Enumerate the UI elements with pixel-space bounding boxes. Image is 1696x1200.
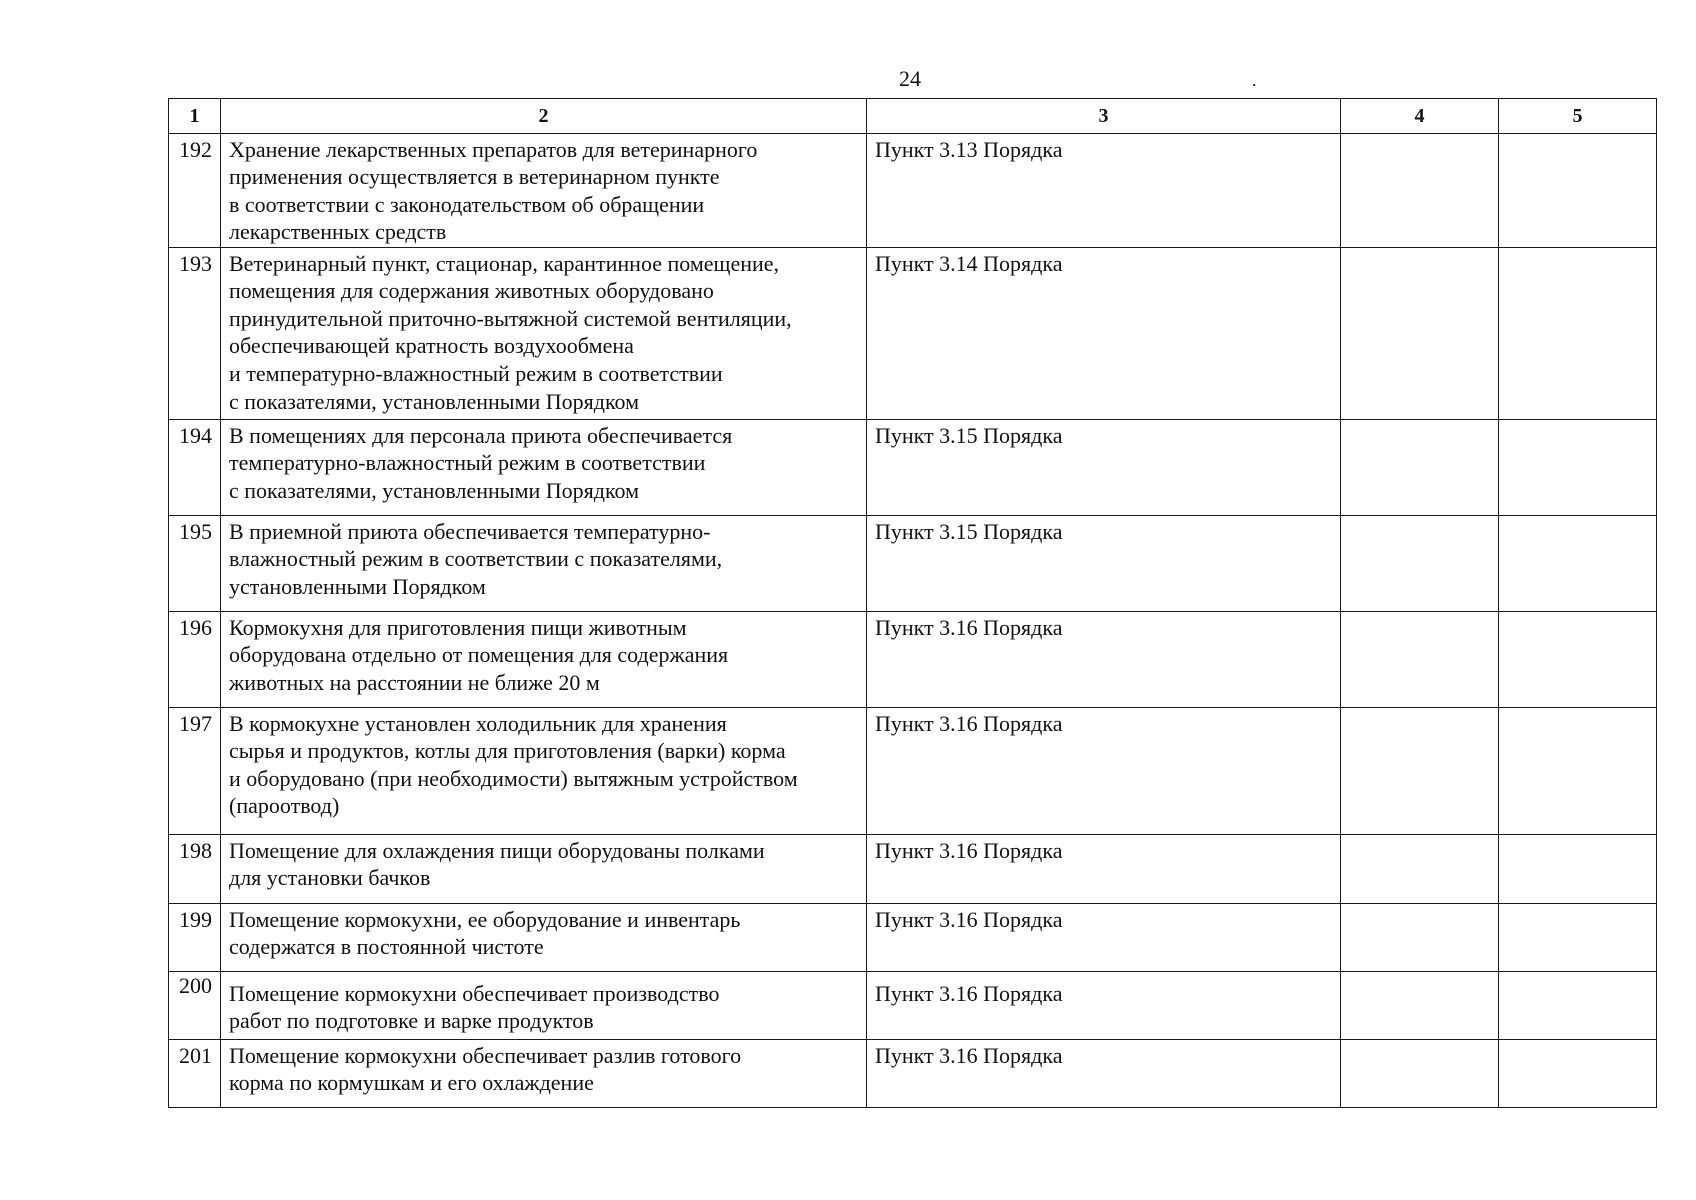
requirement-line: помещения для содержания животных оборудовано xyxy=(229,278,714,304)
row-number: 197 xyxy=(169,707,221,834)
answer-cell-5 xyxy=(1499,247,1657,419)
answer-cell-4 xyxy=(1341,611,1499,707)
requirement-line: Помещение для охлаждения пищи оборудованы полками xyxy=(229,837,765,863)
legal-reference: Пункт 3.16 Порядка xyxy=(867,903,1341,971)
requirement-text xyxy=(221,707,867,834)
requirement-line: с показателями, установленными Порядком xyxy=(229,477,640,503)
answer-cell-5 xyxy=(1499,707,1657,834)
requirement-text xyxy=(221,611,867,707)
column-header-5: 5 xyxy=(1499,99,1657,134)
row-number: 200 xyxy=(169,971,221,1039)
requirement-line: оборудована отдельно от помещения для содержания xyxy=(229,642,729,668)
answer-cell-4 xyxy=(1341,707,1499,834)
table-body xyxy=(169,133,1657,1107)
requirement-line: влажностный режим в соответствии с показателями, xyxy=(229,546,723,572)
answer-cell-5 xyxy=(1499,515,1657,611)
requirement-line: Помещение кормокухни обеспечивает разлив готового xyxy=(229,1042,742,1068)
answer-cell-5 xyxy=(1499,419,1657,515)
row-number: 196 xyxy=(169,611,221,707)
answer-cell-4 xyxy=(1341,515,1499,611)
requirement-line: содержатся в постоянной чистоте xyxy=(229,934,544,960)
requirement-line: В помещениях для персонала приюта обеспечивается xyxy=(229,422,733,448)
column-header-2: 2 xyxy=(221,99,867,134)
requirement-text xyxy=(221,834,867,903)
answer-cell-4 xyxy=(1341,247,1499,419)
row-number: 201 xyxy=(169,1039,221,1107)
table-row xyxy=(169,903,1657,971)
requirement-line: для установки бачков xyxy=(229,865,431,891)
table-row xyxy=(169,834,1657,903)
legal-reference: Пункт 3.16 Порядка xyxy=(867,971,1341,1039)
row-number: 193 xyxy=(169,247,221,419)
row-number: 199 xyxy=(169,903,221,971)
page-number: 24 xyxy=(899,66,921,91)
legal-reference: Пункт 3.16 Порядка xyxy=(867,707,1341,834)
requirement-line: Хранение лекарственных препаратов для ветеринарного xyxy=(229,136,758,162)
header-row xyxy=(169,99,1657,134)
requirement-line: работ по подготовке и варке продуктов xyxy=(229,1008,594,1034)
column-header-1: 1 xyxy=(169,99,221,134)
answer-cell-4 xyxy=(1341,834,1499,903)
table-row xyxy=(169,419,1657,515)
requirement-text xyxy=(221,419,867,515)
requirement-line: лекарственных средств xyxy=(229,219,447,245)
legal-reference: Пункт 3.15 Порядка xyxy=(867,419,1341,515)
legal-reference: Пункт 3.16 Порядка xyxy=(867,1039,1341,1107)
row-number: 195 xyxy=(169,515,221,611)
checklist-table xyxy=(168,98,1657,1108)
row-number: 194 xyxy=(169,419,221,515)
requirement-line: применения осуществляется в ветеринарном пункте xyxy=(229,164,720,190)
requirement-text xyxy=(221,515,867,611)
requirement-line: температурно-влажностный режим в соответствии xyxy=(229,450,706,476)
requirement-line: и оборудовано (при необходимости) вытяжным устройством xyxy=(229,765,798,791)
requirement-line: принудительной приточно-вытяжной системой вентиляции, xyxy=(229,305,792,331)
answer-cell-4 xyxy=(1341,419,1499,515)
answer-cell-4 xyxy=(1341,903,1499,971)
table-row xyxy=(169,515,1657,611)
row-number: 192 xyxy=(169,133,221,247)
table-row xyxy=(169,247,1657,419)
answer-cell-4 xyxy=(1341,971,1499,1039)
answer-cell-5 xyxy=(1499,611,1657,707)
requirement-line: В приемной приюта обеспечивается температурно- xyxy=(229,518,711,544)
answer-cell-5 xyxy=(1499,1039,1657,1107)
column-header-4: 4 xyxy=(1341,99,1499,134)
requirement-line: (пароотвод) xyxy=(229,793,340,819)
requirement-line: установленными Порядком xyxy=(229,573,486,599)
legal-reference: Пункт 3.15 Порядка xyxy=(867,515,1341,611)
answer-cell-4 xyxy=(1341,1039,1499,1107)
legal-reference: Пункт 3.13 Порядка xyxy=(867,133,1341,247)
requirement-text xyxy=(221,971,867,1039)
requirement-line: животных на расстоянии не ближе 20 м xyxy=(229,669,600,695)
requirement-line: корма по кормушкам и его охлаждение xyxy=(229,1070,594,1096)
requirement-line: обеспечивающей кратность воздухообмена xyxy=(229,333,634,359)
legal-reference: Пункт 3.14 Порядка xyxy=(867,247,1341,419)
answer-cell-5 xyxy=(1499,903,1657,971)
row-number: 198 xyxy=(169,834,221,903)
legal-reference: Пункт 3.16 Порядка xyxy=(867,834,1341,903)
legal-reference: Пункт 3.16 Порядка xyxy=(867,611,1341,707)
requirement-line: Помещение кормокухни, ее оборудование и инвентарь xyxy=(229,906,741,932)
table-row xyxy=(169,611,1657,707)
table-row xyxy=(169,1039,1657,1107)
requirement-line: Помещение кормокухни обеспечивает производство xyxy=(229,980,720,1006)
requirement-text xyxy=(221,133,867,247)
answer-cell-5 xyxy=(1499,133,1657,247)
requirement-line: Ветеринарный пункт, стационар, карантинное помещение, xyxy=(229,250,780,276)
requirement-line: сырья и продуктов, котлы для приготовления (варки) корма xyxy=(229,738,786,764)
requirement-line: с показателями, установленными Порядком xyxy=(229,388,640,414)
answer-cell-4 xyxy=(1341,133,1499,247)
table-row xyxy=(169,133,1657,247)
requirement-line: В кормокухне установлен холодильник для хранения xyxy=(229,710,727,736)
table-row xyxy=(169,707,1657,834)
requirement-line: и температурно-влажностный режим в соответствии xyxy=(229,360,723,386)
requirement-line: в соответствии с законодательством об обращении xyxy=(229,191,705,217)
column-header-3: 3 xyxy=(867,99,1341,134)
answer-cell-5 xyxy=(1499,834,1657,903)
requirement-line: Кормокухня для приготовления пищи животным xyxy=(229,614,687,640)
requirement-text xyxy=(221,247,867,419)
requirement-text xyxy=(221,903,867,971)
scan-mark: . xyxy=(1252,70,1257,90)
table-row xyxy=(169,971,1657,1039)
answer-cell-5 xyxy=(1499,971,1657,1039)
requirement-text xyxy=(221,1039,867,1107)
